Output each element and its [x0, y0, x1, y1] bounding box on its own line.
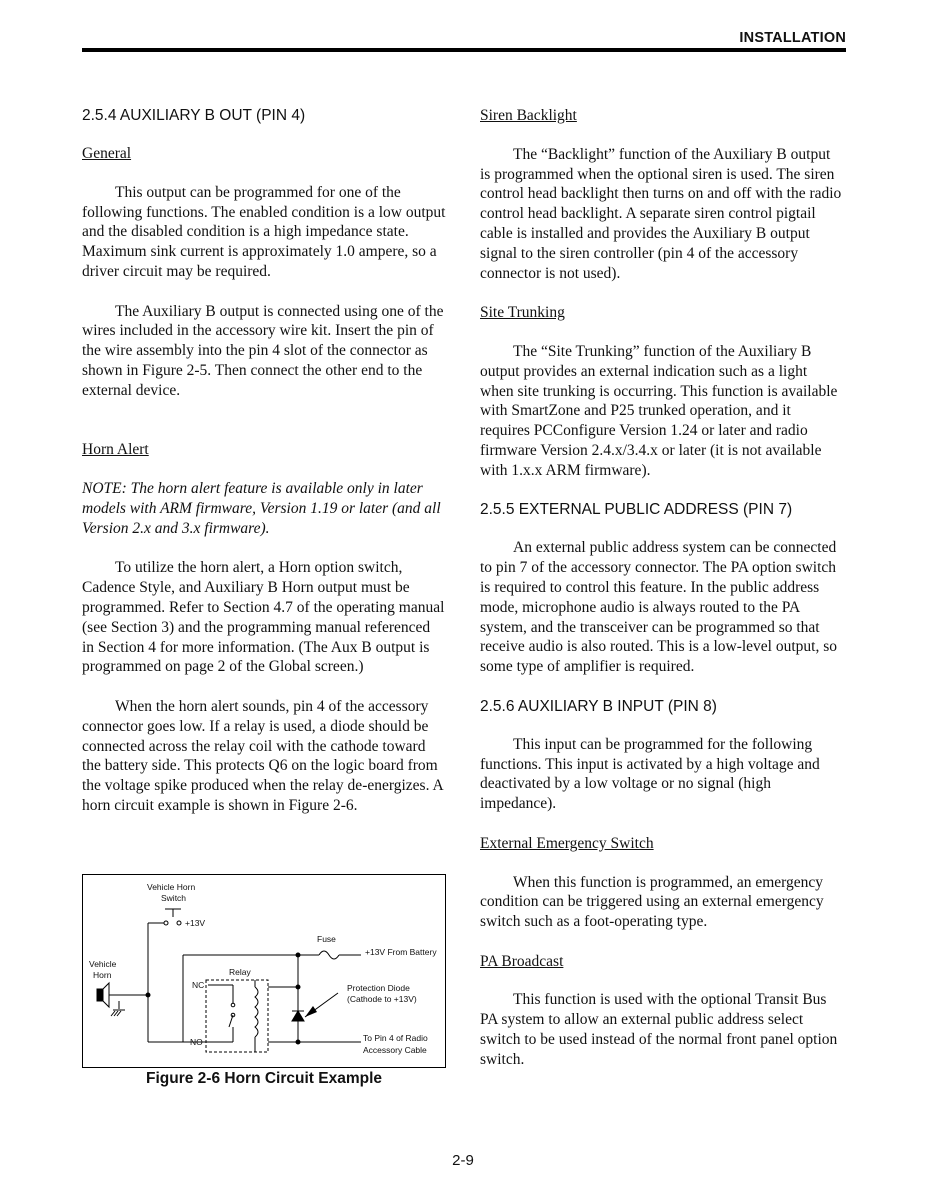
figure-caption: Figure 2-6 Horn Circuit Example	[146, 1070, 382, 1087]
relay-box	[206, 980, 268, 1052]
pa-broadcast-paragraph: This function is used with the optional Transit Bus PA system to allow an external public address select switch to be used instead of the normal front panel option switch.	[480, 991, 838, 1068]
horn-alert-paragraph-1: To utilize the horn alert, a Horn option switch, Cadence Style, and Auxiliary B Horn output must be programmed. Refer to Section 4.7 of the operating manual (see Section 3) and the programming manual referenced in Section 4 for more information. (The Aux B output is programmed on page 2 of the Global screen.)	[82, 559, 445, 676]
site-trunking-subheading: Site Trunking	[480, 304, 565, 322]
horn-switch-icon	[164, 909, 181, 925]
horn-circuit-figure	[82, 874, 446, 1068]
horn-alert-paragraph-2: When the horn alert sounds, pin 4 of the accessory connector goes low. If a relay is used, a diode should be connected across the relay coil with the cathode toward the battery side. This protects Q6 on the logic board from the voltage spike produced when the relay de-energizes. A horn circuit example is shown in Figure 2-6.	[82, 697, 443, 814]
external-pa-paragraph: An external public address system can be connected to pin 7 of the accessory connector. The PA option switch is required to control this feature. In the public address mode, microphone audio is always routed to the PA system, and the transceiver can be programmed so that receive audio is also routed. This is a low-level output, so some type of amplifier is required.	[480, 539, 837, 676]
relay-coil-icon	[255, 987, 258, 1037]
protection-diode-icon	[292, 1011, 304, 1021]
left-column	[82, 106, 446, 836]
external-pa-heading: 2.5.5 EXTERNAL PUBLIC ADDRESS (PIN 7)	[480, 501, 793, 519]
page-header	[82, 28, 846, 54]
general-subheading: General	[82, 145, 132, 162]
general-paragraph-2: The Auxiliary B output is connected using one of the wires included in the accessory wire kit. Insert the pin of the wire assembly into the pin 4 slot of the connector as shown in Figure 2-5. Then connect the other end to the external device.	[82, 302, 444, 399]
fuse-icon	[319, 951, 339, 959]
aux-b-input-paragraph: This input can be programmed for the following functions. This input is activated by a high voltage and deactivated by a low voltage or no signal (high impedance).	[480, 735, 820, 813]
general-paragraph-1: This output can be programmed for one of the following functions. The enabled condition is a low output and the disabled condition is a high impedance state. Maximum sink current is approximately 1.0 ampere, so a driver circuit may be required.	[82, 183, 446, 280]
pin-label-line1: To Pin 4 of Radio	[363, 1033, 428, 1043]
siren-backlight-paragraph: The “Backlight” function of the Auxiliary B output is programmed when the optional siren is used. The siren control head backlight then turns on and off with the radio control head backlight. A separate siren control pigtail cable is installed and provides the Auxiliary B output signal to the siren controller (pin 4 of the accessory connector is not used).	[480, 145, 842, 282]
horn-speaker-icon	[97, 983, 148, 1016]
emergency-switch-subheading: External Emergency Switch	[480, 834, 654, 852]
site-trunking-paragraph: The “Site Trunking” function of the Auxiliary B output provides an external indication such as a light when site trunking is occurring. This function is available with SmartZone and P25 trunked operation, and it requires PCConfigure Version 1.24 or later and radio firmware Version 2.4.x/3.4.x or later (it is not available with 1.x.x ARM firmware).	[480, 342, 838, 479]
pa-broadcast-subheading: PA Broadcast	[480, 952, 564, 970]
header-rule	[82, 48, 846, 52]
section-title: INSTALLATION	[739, 30, 846, 46]
relay-nc-label: NC	[192, 980, 205, 990]
relay-no-label: NO	[190, 1037, 203, 1047]
horn-circuit-diagram	[83, 875, 444, 1066]
relay-label: Relay	[229, 967, 251, 977]
horn-alert-note: NOTE: The horn alert feature is available only in later models with ARM firmware, Version 1.19 or later (and all Version 2.x and 3.x firmware).	[82, 480, 441, 537]
horn-alert-subheading: Horn Alert	[82, 441, 149, 459]
horn-label-line1: Vehicle	[89, 959, 117, 969]
relay-contact-icon	[208, 985, 235, 1042]
pin-label-line2: Accessory Cable	[363, 1045, 427, 1055]
switch-label-line2: Switch	[161, 893, 187, 903]
diode-label-line1: Protection Diode	[347, 983, 410, 993]
horn-label-line2: Horn	[93, 970, 112, 980]
diode-label-line2: (Cathode to +13V)	[347, 994, 417, 1004]
aux-b-out-heading: 2.5.4 AUXILIARY B OUT (PIN 4)	[82, 107, 306, 124]
switch-13v-label: +13V	[185, 918, 206, 928]
fuse-label: Fuse	[317, 934, 336, 944]
switch-label-line1: Vehicle Horn	[147, 882, 196, 892]
emergency-switch-paragraph: When this function is programmed, an emergency condition can be triggered using an external emergency switch such as a foot-operating type.	[480, 873, 824, 931]
battery-label: +13V From Battery	[365, 947, 437, 957]
siren-backlight-subheading: Siren Backlight	[480, 107, 577, 124]
aux-b-input-heading: 2.5.6 AUXILIARY B INPUT (PIN 8)	[480, 697, 717, 715]
page-number: 2-9	[452, 1152, 474, 1169]
right-column	[480, 106, 844, 1089]
